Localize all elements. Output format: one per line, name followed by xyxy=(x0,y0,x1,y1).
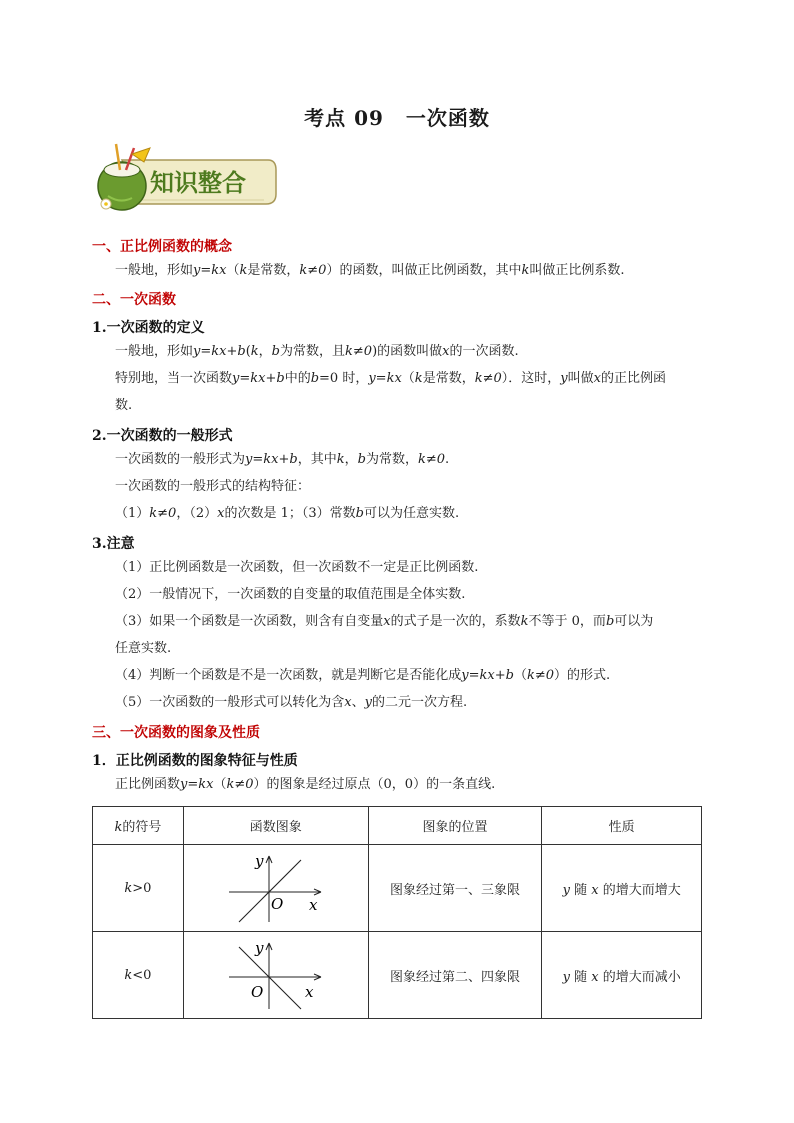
properties-table xyxy=(92,806,702,1019)
coconut-banner-graphic xyxy=(92,140,278,216)
paragraph-special-case-cont: 数. xyxy=(115,398,133,413)
cell-property: y 随 x 的增大而减小 xyxy=(542,932,702,1019)
paragraph-special-case: 特别地，当一次函数y=kx+b中的b=0 时，y=kx（k是常数，k≠0）．这时，y叫做x的正比例函 xyxy=(115,371,666,386)
note-4: （4）判断一个函数是不是一次函数，就是判断它是否能化成y=kx+b（k≠0）的形式. xyxy=(115,668,611,683)
knowledge-banner xyxy=(92,140,278,216)
subheading-notes: 3.注意 xyxy=(92,536,135,552)
svg-text:x: x xyxy=(304,983,314,1001)
table-row xyxy=(93,845,702,932)
paragraph-structure-intro: 一次函数的一般形式的结构特征： xyxy=(115,479,311,494)
paragraph-linear-definition: 一般地，形如y=kx+b(k，b为常数，且k≠0)的函数叫做x的一次函数. xyxy=(115,344,519,359)
note-3-cont: 任意实数. xyxy=(115,641,172,656)
svg-text:y: y xyxy=(254,852,264,870)
svg-text:O: O xyxy=(270,895,284,913)
cell-position: 图象经过第二、四象限 xyxy=(368,932,542,1019)
note-2: （2）一般情况下，一次函数的自变量的取值范围是全体实数. xyxy=(115,587,466,602)
svg-text:y: y xyxy=(254,939,264,957)
subheading-linear-definition: 1.一次函数的定义 xyxy=(92,320,205,336)
note-1: （1）正比例函数是一次函数，但一次函数不一定是正比例函数. xyxy=(115,560,479,575)
title-number: 09 xyxy=(354,106,384,130)
cell-position: 图象经过第一、三象限 xyxy=(368,845,542,932)
paragraph-proportional-definition: 一般地，形如y=kx（k是常数，k≠0）的函数，叫做正比例函数，其中k叫做正比例系数. xyxy=(115,263,625,278)
cell-graph xyxy=(183,932,368,1019)
graph-decreasing xyxy=(221,939,331,1011)
subheading-proportional-graph: 1．正比例函数的图象特征与性质 xyxy=(92,753,298,769)
subheading-general-form: 2.一次函数的一般形式 xyxy=(92,428,233,444)
line-k-negative xyxy=(239,947,301,1009)
line-k-positive xyxy=(239,860,301,922)
graph-increasing xyxy=(221,852,331,924)
paragraph-general-form: 一次函数的一般形式为y=kx+b，其中k，b为常数，k≠0. xyxy=(115,452,450,467)
cell-graph xyxy=(183,845,368,932)
title-prefix: 考点 xyxy=(304,106,347,130)
section-heading-3: 三、一次函数的图象及性质 xyxy=(92,725,260,741)
paragraph-structure-items: （1）k≠0，（2）x的次数是 1；（3）常数b可以为任意实数. xyxy=(115,506,460,521)
section-heading-1: 一、正比例函数的概念 xyxy=(92,239,232,255)
table-header-row xyxy=(93,807,702,845)
cell-property: y 随 x 的增大而增大 xyxy=(542,845,702,932)
page-title xyxy=(0,102,794,131)
cell-k-sign: k>0 xyxy=(93,845,184,932)
section-heading-2: 二、一次函数 xyxy=(92,292,176,308)
table-row xyxy=(93,932,702,1019)
header-graph: 函数图象 xyxy=(183,807,368,845)
note-5: （5）一次函数的一般形式可以转化为含x、y的二元一次方程. xyxy=(115,695,468,710)
svg-text:O: O xyxy=(250,983,264,1001)
cell-k-sign: k<0 xyxy=(93,932,184,1019)
header-property: 性质 xyxy=(542,807,702,845)
note-3: （3）如果一个函数是一次函数，则含有自变量x的式子是一次的，系数k不等于 0，而b可以为 xyxy=(115,614,654,629)
header-k-sign: k的符号 xyxy=(93,807,184,845)
title-topic: 一次函数 xyxy=(405,106,490,130)
header-position: 图象的位置 xyxy=(368,807,542,845)
svg-text:x: x xyxy=(308,896,318,914)
banner-label: 知识整合 xyxy=(150,168,246,197)
paragraph-proportional-graph: 正比例函数y=kx（k≠0）的图象是经过原点（0，0）的一条直线. xyxy=(115,777,496,792)
